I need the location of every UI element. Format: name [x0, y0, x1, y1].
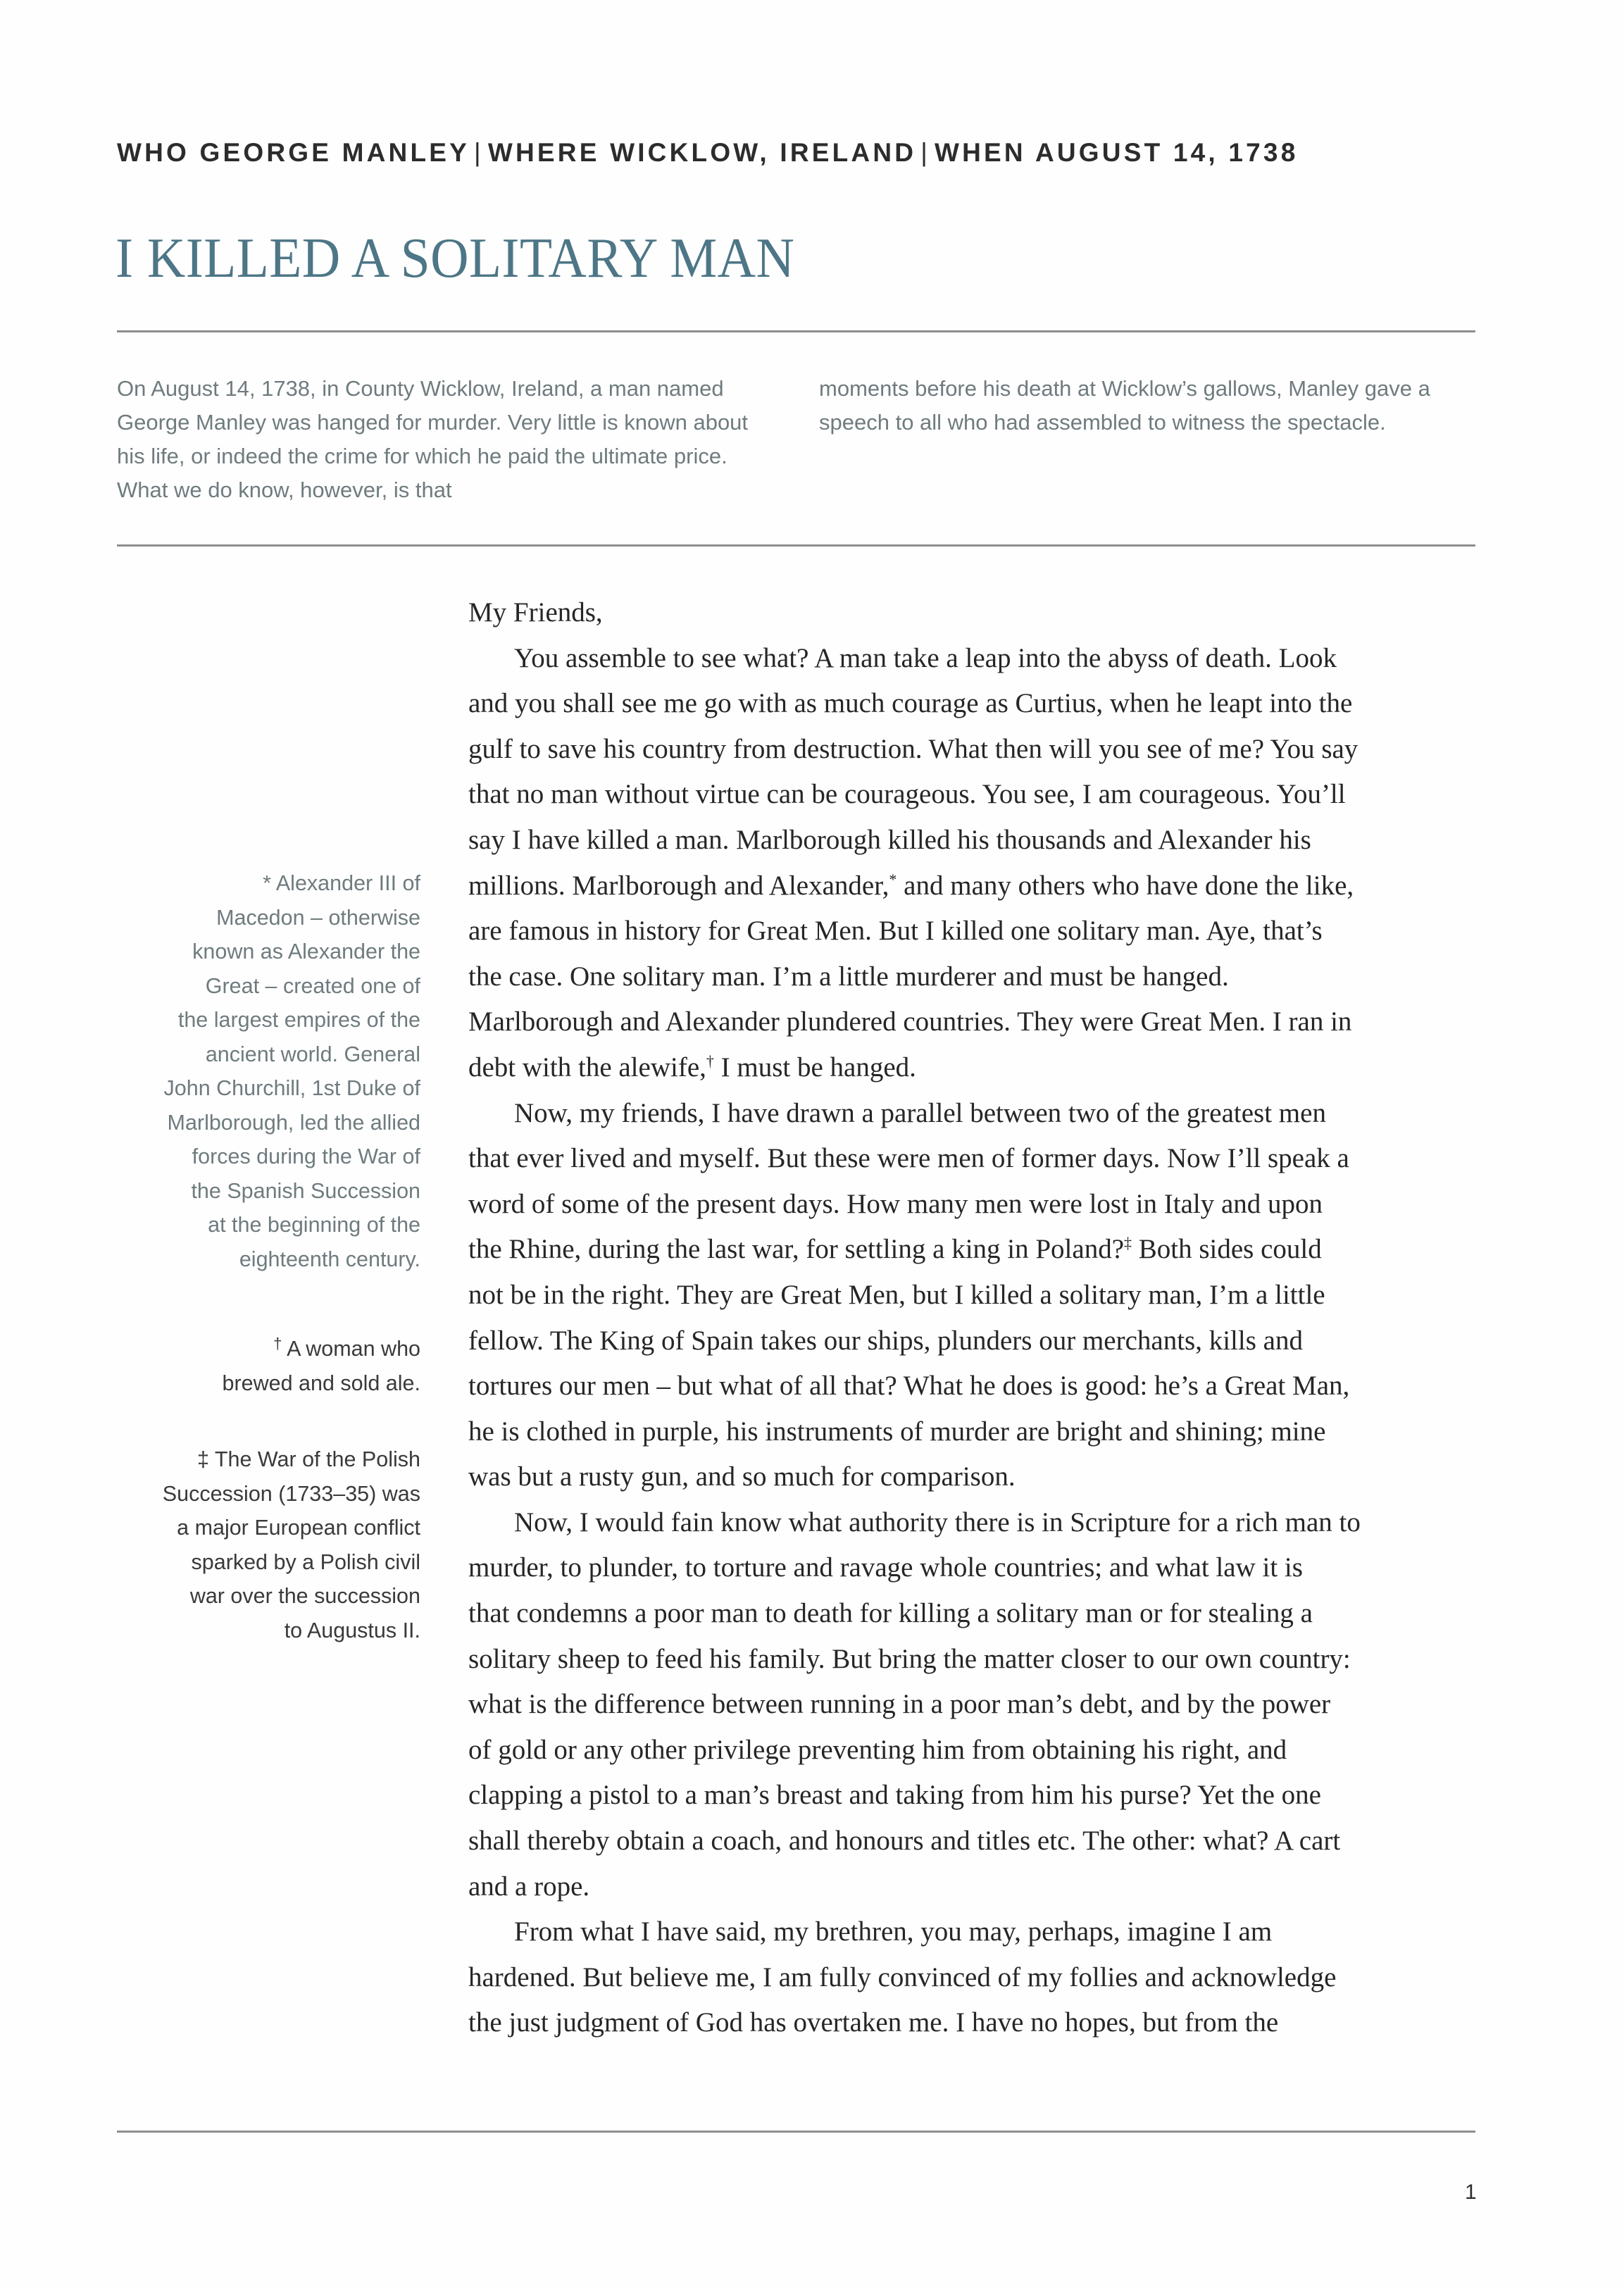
speech-line: the Rhine, during the last war, for settling a king in Poland?‡ Both sides could — [468, 1234, 1322, 1265]
footnote-line: the Spanish Succession — [191, 1178, 420, 1203]
divider-top — [117, 330, 1475, 332]
intro-text-1: On August 14, 1738, in County Wicklow, Ireland, a man named George Manley was hanged for murder. Very little is known about his life, or indeed the crime for which he paid the ultimate price. What we do know, however, is that — [117, 376, 749, 502]
footnote-line: John Churchill, 1st Duke of — [163, 1076, 420, 1100]
footnote-line: Succession (1733–35) was — [162, 1481, 420, 1506]
footnote-polish-succession — [113, 1442, 420, 1647]
who-label: WHO — [117, 138, 190, 167]
speech-line: the case. One solitary man. I’m a little murderer and must be hanged. — [468, 961, 1229, 992]
footnote-line: sparked by a Polish civil — [191, 1549, 420, 1574]
when-value: AUGUST 14, 1738 — [1035, 138, 1299, 167]
footnote-line: brewed and sold ale. — [222, 1371, 420, 1395]
speech-line: clapping a pistol to a man’s breast and taking from him his purse? Yet the one — [468, 1780, 1321, 1811]
speech-line: solitary sheep to feed his family. But bring the matter closer to our own country: — [468, 1643, 1351, 1674]
speech-line: Marlborough and Alexander plundered countries. They were Great Men. I ran in — [468, 1006, 1352, 1037]
speech-line: the just judgment of God has overtaken me. I have no hopes, but from the — [468, 2007, 1279, 2038]
footnote-line: to Augustus II. — [284, 1618, 420, 1642]
speech-line: what is the difference between running in a poor man’s debt, and by the power — [468, 1689, 1331, 1720]
footnote-line: war over the succession — [189, 1584, 420, 1608]
speech-line: You assemble to see what? A man take a leap into the abyss of death. Look — [514, 642, 1337, 673]
speech-line: tortures our men – but what of all that? What he does is good: he’s a Great Man, — [468, 1371, 1350, 1402]
speech-body — [468, 590, 1479, 2046]
speech-line: gulf to save his country from destruction. What then will you see of me? You say — [468, 733, 1358, 764]
footnote-line: Macedon – otherwise — [216, 905, 420, 930]
when-label: WHEN — [935, 138, 1026, 167]
speech-line: hardened. But believe me, I am fully convinced of my follies and acknowledge — [468, 1961, 1337, 1992]
where-value: WICKLOW, IRELAND — [610, 138, 917, 167]
intro-column-1 — [117, 372, 779, 507]
speech-line: murder, to plunder, to torture and ravage whole countries; and what law it is — [468, 1552, 1303, 1583]
footnote-alewife — [113, 1327, 420, 1400]
speech-line: word of some of the present days. How many men were lost in Italy and upon — [468, 1188, 1323, 1219]
who-value: GEORGE MANLEY — [199, 138, 470, 167]
footnote-line: * Alexander III of — [263, 871, 420, 895]
speech-line: not be in the right. They are Great Men, but I killed a solitary man, I’m a little — [468, 1279, 1325, 1310]
footnote-line: Marlborough, led the allied — [167, 1110, 420, 1135]
footnote-line: the largest empires of the — [177, 1008, 420, 1032]
footnote-alexander — [113, 866, 420, 1276]
footnote-marker: ‡ — [196, 1447, 209, 1471]
speech-line: fellow. The King of Spain takes our ships, plunders our merchants, kills and — [468, 1325, 1303, 1356]
speech-line: that condemns a poor man to death for killing a solitary man or for stealing a — [468, 1598, 1313, 1629]
speech-line: are famous in history for Great Men. But I killed one solitary man. Aye, that’s — [468, 916, 1323, 947]
kicker-separator: | — [920, 138, 930, 167]
footnote-line: Great – created one of — [205, 973, 420, 998]
footnote-marker: * — [263, 871, 272, 895]
speech-line: say I have killed a man. Marlborough killed his thousands and Alexander his — [468, 824, 1311, 855]
speech-line: Now, my friends, I have drawn a parallel between two of the greatest men — [514, 1097, 1326, 1128]
page-title: I KILLED A SOLITARY MAN — [115, 226, 795, 289]
kicker-separator: | — [474, 138, 484, 167]
intro-column-2 — [819, 372, 1474, 439]
intro-text-2: moments before his death at Wicklow’s gallows, Manley gave a speech to all who had assembled to witness the spectacle. — [819, 376, 1430, 435]
footnote-line: ancient world. General — [205, 1042, 420, 1066]
divider-bottom — [117, 2131, 1475, 2133]
speech-line: From what I have said, my brethren, you may, perhaps, imagine I am — [514, 1916, 1273, 1947]
footnote-line: † A woman who — [273, 1335, 420, 1361]
speech-line: of gold or any other privilege preventing him from obtaining his right, and — [468, 1734, 1287, 1765]
speech-line: that ever lived and myself. But these were men of former days. Now I’ll speak a — [468, 1143, 1349, 1174]
speech-line: Now, I would fain know what authority there is in Scripture for a rich man to — [514, 1507, 1361, 1538]
footnote-line: at the beginning of the — [208, 1213, 420, 1237]
speech-line: was but a rusty gun, and so much for comparison. — [468, 1461, 1016, 1492]
where-label: WHERE — [487, 138, 600, 167]
speech-line: debt with the alewife,† I must be hanged. — [468, 1052, 916, 1083]
footnote-ref-double-dagger: ‡ — [1124, 1234, 1132, 1252]
speech-salutation: My Friends, — [468, 597, 603, 628]
speech-line: and you shall see me go with as much courage as Curtius, when he leapt into the — [468, 688, 1353, 719]
footnote-line: a major European conflict — [177, 1516, 420, 1540]
footnote-marker: † — [273, 1335, 282, 1352]
speech-line: that no man without virtue can be courageous. You see, I am courageous. You’ll — [468, 779, 1346, 810]
divider-mid — [117, 544, 1475, 547]
footnote-line: known as Alexander the — [192, 940, 420, 963]
footnote-line: forces during the War of — [192, 1144, 420, 1168]
header-kicker — [117, 138, 1298, 168]
page-number: 1 — [1465, 2181, 1477, 2204]
footnote-line: ‡ The War of the Polish — [196, 1447, 420, 1471]
speech-line: and a rope. — [468, 1871, 590, 1902]
footnote-line: eighteenth century. — [239, 1247, 420, 1271]
speech-line: shall thereby obtain a coach, and honours and titles etc. The other: what? A cart — [468, 1826, 1341, 1857]
speech-line: millions. Marlborough and Alexander,* and many others who have done the like, — [468, 870, 1354, 901]
footnote-ref-asterisk: * — [889, 870, 897, 888]
speech-line: he is clothed in purple, his instruments of murder are bright and shining; mine — [468, 1416, 1326, 1447]
footnote-ref-dagger: † — [706, 1052, 714, 1070]
